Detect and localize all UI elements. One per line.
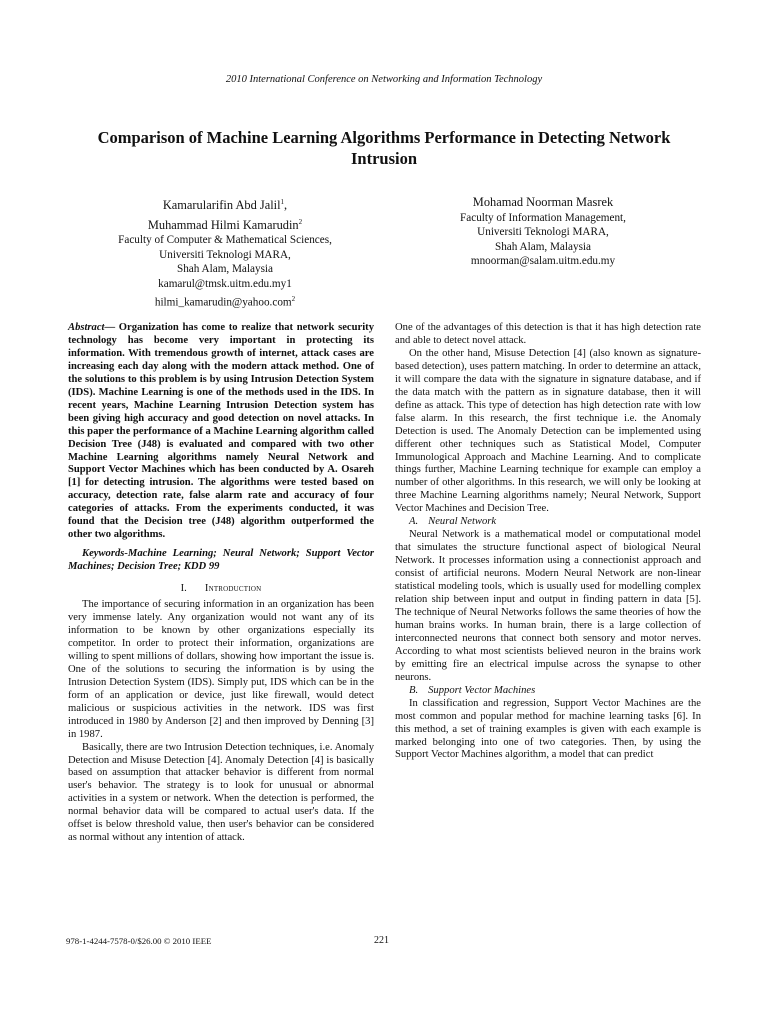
- author-email-2: hilmi_kamarudin@yahoo.com$^2$: [154, 294, 296, 309]
- author-name-1: Kamarularifin Abd Jalil$^1$,: [162, 198, 288, 213]
- abstract: Abstract— Organization has come to realize that network security technology has become very important in protecting its information. With tremendous growth of internet, attack cases are increasing each day along with the modern attack method. One of the solutions to this problem is by using Intrusion Detection System (IDS). Machine Learning is one of the methods used in the IDS. In recent years, Machine Learning Intrusion Detection system has been giving high accuracy and good detection on novel attacks. In this paper the performance of a Machine Learning algorithm called Decision Tree (J48) is evaluated and compared with two other Machine Learning algorithms namely Neural Network and Support Vector Machines which has been conducted by A. Osareh [1] for detecting intrusion. The algorithms were tested based on accuracy, detection rate, false alarm rate and accuracy of four categories of attacks. From the experiments conducted, it was found that the Decision tree (J48) algorithm outperformed the other two algorithms.: [68, 322, 374, 541]
- author-affiliation-2: Universiti Teknologi MARA,: [159, 248, 291, 261]
- author-affiliation-5: Universiti Teknologi MARA,: [477, 226, 609, 239]
- section-heading-introduction: I. Introduction: [180, 583, 262, 595]
- author-affiliation-6: Shah Alam, Malaysia: [494, 240, 591, 253]
- author-affiliation-3: Shah Alam, Malaysia: [176, 263, 273, 276]
- page-number: 221: [374, 935, 389, 946]
- paper-title: [60, 127, 708, 169]
- right-column: [395, 322, 701, 762]
- subsection-heading-svm: B. Support Vector Machines: [409, 684, 536, 696]
- author-email-1: kamarul@tmsk.uitm.edu.my1: [158, 278, 292, 291]
- author-affiliation-1: Faculty of Computer & Mathematical Sciences,: [118, 234, 332, 247]
- misuse-detection-paragraph: On the other hand, Misuse Detection [4] (also known as signature-based detection), uses pattern matching. In order to determine an attack, it will compare the data with the signature in signature database, and if the data match with the pattern as in signature database, then it will define as attack. This type of detection has high detection rate with low false alarm. In this research, the first technique i.e. the Anomaly Detection is used. The Anomaly Detection can be implemented using different other techniques such as Statistical Model, Computer Immunological Approach and Machine Learning. And to complicate things further, Machine Learning technique for example can employ a number of other algorithms. In this research, we will only be looking at three Machine Learning algorithms namely; Neural Network, Support Vector Machines and Decision Tree.: [395, 347, 701, 515]
- author-name-3: Mohamad Noorman Masrek: [472, 195, 614, 209]
- keywords: Keywords-Machine Learning; Neural Network; Support Vector Machines; Decision Tree; KDD 99: [68, 548, 374, 573]
- author-block-left: [80, 194, 370, 310]
- left-column: [68, 322, 374, 845]
- copyright-footer: 978-1-4244-7578-0/$26.00 © 2010 IEEE: [66, 936, 212, 946]
- intro-paragraph-2: Basically, there are two Intrusion Detection techniques, i.e. Anomaly Detection and Misuse Detection [4]. Anomaly Detection [4] is basically based on assumption that attacker behavior is different from normal user's behavior. The strategy is to look for unusual or abnormal activities in a system or network. When the detection is performed, the normal behavior data will be compared to actual user's data. If the offset is below threshold value, then user's behavior can be considered as normal without any intention of attack.: [68, 741, 374, 844]
- author-email-3: mnoorman@salam.uitm.edu.my: [470, 255, 616, 268]
- anomaly-paragraph-end: One of the advantages of this detection is that it has high detection rate and able to detect novel attack.: [395, 322, 701, 346]
- title-line-2: Intrusion: [350, 149, 418, 168]
- author-block-right: [398, 194, 688, 269]
- author-name-2: Muhammad Hilmi Kamarudin$^2$: [147, 217, 303, 232]
- conference-header: 2010 International Conference on Networking and Information Technology: [225, 74, 543, 85]
- svm-paragraph: In classification and regression, Support Vector Machines are the most common and popular method for machine learning tasks [6]. In this method, a set of training examples is given with each example is marked belonging into one of two categories. Then, by using the Support Vector Machines algorithm, a model that can predict: [395, 697, 701, 761]
- title-line-1: Comparison of Machine Learning Algorithms Performance in Detecting Network: [97, 128, 671, 147]
- intro-paragraph-1: The importance of securing information in an organization has been very immense lately. Any organization would not want any of its information to be known by other organizations especially its competitor. In order to protect their information, organizations are willing to spent millions of dollars, showing how important the issue is. One of the solutions to securing the information is by using the Intrusion Detection System (IDS). Simply put, IDS which can be in the form of an application or device, just like firewall, would detect malicious or suspicious activities in the network. IDS was first introduced in 1980 by Anderson [2] and then improved by Denning [3] in 1987.: [68, 599, 374, 740]
- author-affiliation-4: Faculty of Information Management,: [460, 211, 626, 224]
- subsection-heading-neural-network: A. Neural Network: [409, 516, 497, 528]
- neural-network-paragraph: Neural Network is a mathematical model or computational model that simulates the structure functional aspect of biological Neural Network. It processes information using a connectionist approach and consist of artificial neurons. Modern Neural Network are non-linear statistical modeling tools, which is usually used for modelling complex relation ship between input and output in finding pattern in data [5]. The technique of Neural Networks follows the same theories of how the human brains works. In human brain, there is a large collection of interconnected neurons that connect both sensory and motor nerves. According to what most scientists believed neuron in the brains work by emitting fire an electrical impulse across the synapse to other neurons.: [395, 529, 701, 683]
